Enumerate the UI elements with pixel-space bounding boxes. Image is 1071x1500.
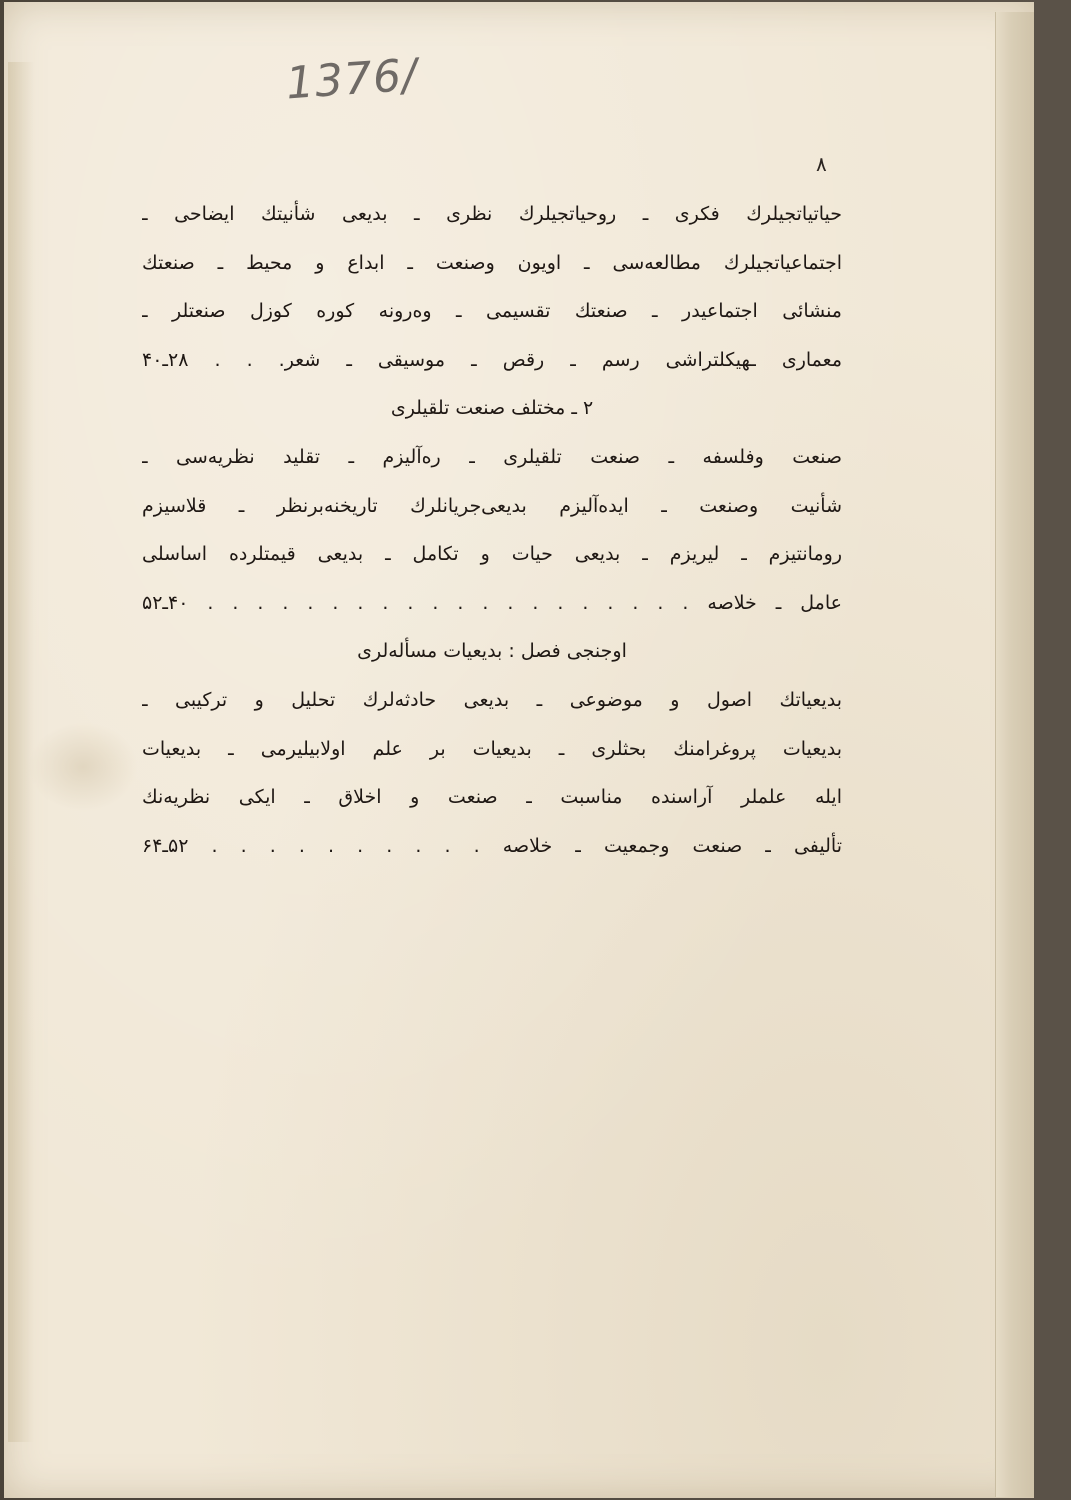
toc-line: ایله علملر آراسنده مناسبت ـ صنعت و اخلاق ـ ایکی نظریه‌نك — [142, 786, 842, 809]
toc-line: رومانتیزم ـ لیریزم ـ بدیعی حیات و تکامل ـ بدیعی قیمتلرده اساسلی — [142, 543, 842, 566]
toc-line: صنعت وفلسفه ـ صنعت تلقیلری ـ ره‌آلیزم ـ تقلید نظریه‌سی ـ — [142, 445, 842, 468]
paper-stain — [28, 722, 138, 812]
toc-line: حیاتیاتجیلرك فکری ـ روحیاتجیلرك نظری ـ بدیعی شأنیتك ایضاحی ـ — [142, 203, 842, 225]
page-edge — [995, 12, 1034, 1497]
toc-line: شأنیت وصنعت ـ ایده‌آلیزم بدیعی‌جریانلرك تاریخنه‌برنظر ـ قلاسیزم — [142, 494, 842, 517]
chapter-heading: اوجنجی فصل : بدیعیات مسأله‌لری — [357, 640, 627, 663]
toc-line: اجتماعیاتجیلرك مطالعه‌سی ـ اویون وصنعت ـ ابداع و محیط ـ صنعتك — [142, 251, 842, 274]
section-heading: ۲ ـ مختلف صنعت تلقیلری — [390, 397, 594, 420]
toc-line: بدیعیات پروغرامنك بحثلری ـ بدیعیات بر علم اولابیلیرمی ـ بدیعیات — [142, 737, 842, 760]
toc-line: تألیفی ـ صنعت وجمعیت ـ خلاصه . . . . . . . . . . ۵۲ـ۶۴ — [142, 834, 842, 857]
toc-line: معماری ـهیکلتراشی رسم ـ رقص ـ موسیقی ـ شعر. . . ۲۸ـ۴۰ — [142, 348, 842, 371]
toc-line: عامل ـ خلاصه . . . . . . . . . . . . . . . . . . . . ۴۰ـ۵۲ — [142, 591, 842, 614]
handwritten-catalog-number: 1376/ — [284, 49, 420, 110]
toc-line: بدیعیاتك اصول و موضوعی ـ بدیعی حادثه‌لرك تحلیل و ترکیبی ـ — [142, 688, 842, 711]
table-of-contents — [142, 190, 842, 870]
toc-line: منشائی اجتماعیدر ـ صنعتك تقسیمی ـ وه‌رونه کوره کوزل صنعتلر ـ — [142, 300, 842, 323]
page-number: ٨ — [816, 152, 827, 176]
book-page — [4, 2, 1034, 1498]
